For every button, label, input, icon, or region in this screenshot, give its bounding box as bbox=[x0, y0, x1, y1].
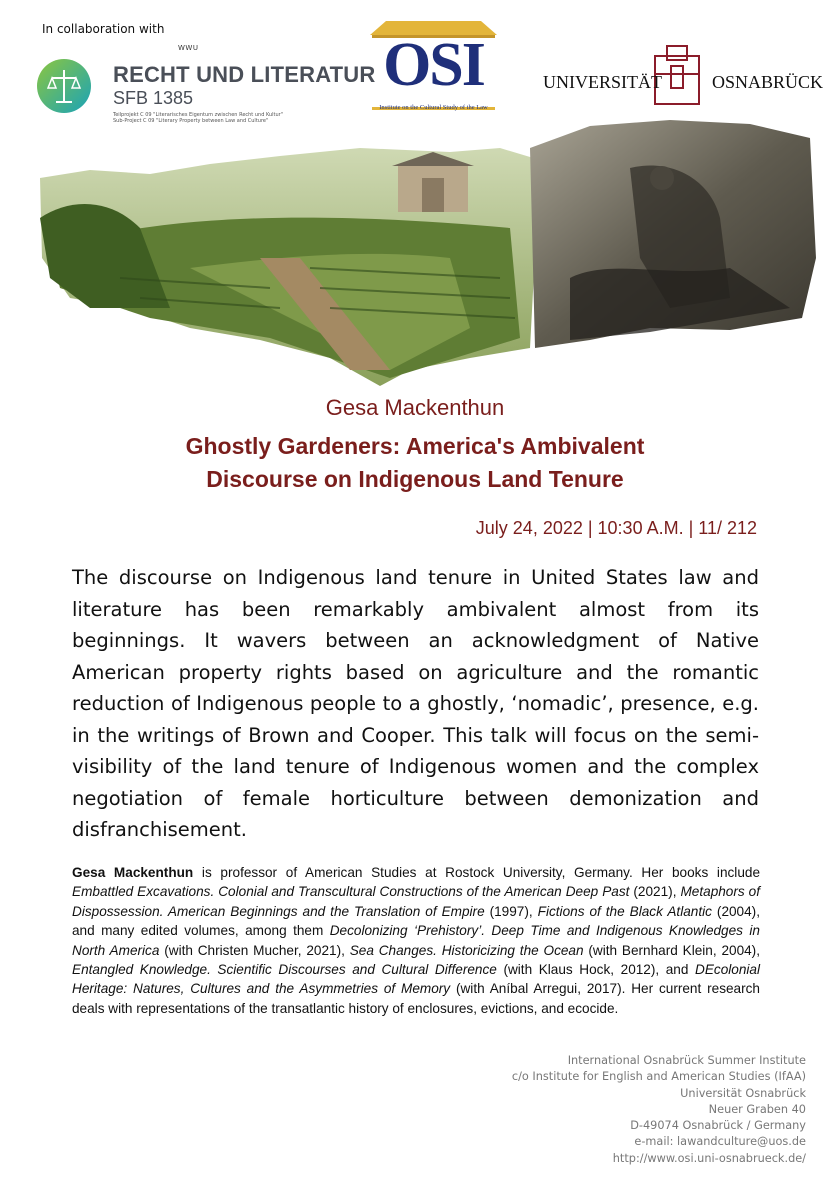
bio-text: (with Klaus Hock, 2012), and bbox=[496, 962, 696, 978]
wwu-label: WWU bbox=[178, 44, 199, 52]
abstract-paragraph: The discourse on Indigenous land tenure in United States law and literature has been remarkably ambivalent almost from its beginnings. It wavers between an acknowledgment of Native American property rights based on agriculture and the romantic reduction of Indigenous people to a ghostly, ‘nomadic’, presence, e.g. in the writings of Brown and Cooper. This talk will focus on the semi-visibility of the land tenure of Indigenous women and the complex negotiation of female horticulture between demonization and disfranchisement. bbox=[72, 566, 759, 841]
talk-title-line-2: Discourse on Indigenous Land Tenure bbox=[206, 466, 624, 492]
contact-line-street: Neuer Graben 40 bbox=[708, 1102, 806, 1116]
contact-line-university: Universität Osnabrück bbox=[680, 1086, 806, 1100]
osi-subtitle: Institute on the Cultural Study of the Law bbox=[379, 104, 488, 111]
bio-text: (2004), and many edited volumes, among them bbox=[72, 903, 760, 939]
bio-text: (1997), bbox=[484, 903, 538, 919]
bio-text: is professor of American Studies at Rostock University, Germany. Her books include bbox=[193, 865, 761, 880]
recht-und-literatur-logo-icon bbox=[36, 58, 92, 114]
garden-photo-collage bbox=[30, 108, 820, 390]
talk-title-line-1: Ghostly Gardeners: America's Ambivalent bbox=[185, 433, 645, 459]
recht-und-literatur-title: RECHT UND LITERATUR bbox=[113, 62, 376, 87]
bio-text: (with Bernhard Klein, 2004), bbox=[583, 942, 760, 958]
speaker-bio bbox=[72, 863, 760, 1018]
collaboration-label: In collaboration with bbox=[42, 22, 165, 36]
bio-text: (with Christen Mucher, 2021), bbox=[159, 942, 350, 958]
subproject-line-de: Teilprojekt C 09 "Literarisches Eigentum zwischen Recht und Kultur" bbox=[113, 112, 284, 118]
bio-book-title: Embattled Excavations. Colonial and Transcultural Constructions of the American Deep Past bbox=[72, 884, 630, 900]
osnabrueck-label: OSNABRÜCK bbox=[712, 72, 824, 92]
osi-wordmark: OSI bbox=[383, 31, 484, 99]
event-date-time-room: July 24, 2022 | 10:30 A.M. | 11/ 212 bbox=[475, 518, 757, 538]
speaker-name: Gesa Mackenthun bbox=[325, 395, 505, 420]
subproject-line-en: Sub-Project C 09 "Literary Property between Law and Culture" bbox=[113, 118, 269, 124]
bio-book-title: Decolonizing ‘Prehistory’. Deep Time and Indigenous Knowledges in North America bbox=[72, 923, 760, 958]
contact-website-link[interactable]: http://www.osi.uni-osnabrueck.de/ bbox=[612, 1151, 806, 1165]
sfb-label: SFB 1385 bbox=[113, 88, 194, 108]
bio-book-title: Metaphors of Dispossession. American Beginnings and the Translation of Empire bbox=[72, 884, 761, 919]
contact-line-city: D-49074 Osnabrück / Germany bbox=[630, 1119, 806, 1133]
bio-book-title: Entangled Knowledge. Scientific Discourses and Cultural Difference bbox=[72, 962, 497, 978]
contact-address-block bbox=[512, 1053, 806, 1167]
talk-title bbox=[0, 430, 830, 496]
universitaet-label: UNIVERSITÄT bbox=[543, 72, 662, 92]
contact-email-link[interactable]: e-mail: lawandculture@uos.de bbox=[634, 1135, 806, 1149]
bio-text: (2021), bbox=[629, 884, 681, 900]
bio-book-title: Sea Changes. Historicizing the Ocean bbox=[349, 942, 584, 958]
bio-book-title: DEcolonial Heritage: Natures, Cultures and the Asymmetries of Memory bbox=[72, 962, 760, 997]
contact-line-department: c/o Institute for English and American Studies (IfAA) bbox=[511, 1070, 806, 1084]
bio-book-title: Fictions of the Black Atlantic bbox=[537, 903, 712, 919]
bio-text: (with Aníbal Arregui, 2017). Her current research deals with representations of the transatlantic history of enclosures, evictions, and ecocide. bbox=[72, 981, 760, 1016]
contact-line-institute: International Osnabrück Summer Institute bbox=[567, 1054, 806, 1067]
bio-name: Gesa Mackenthun bbox=[72, 865, 194, 880]
